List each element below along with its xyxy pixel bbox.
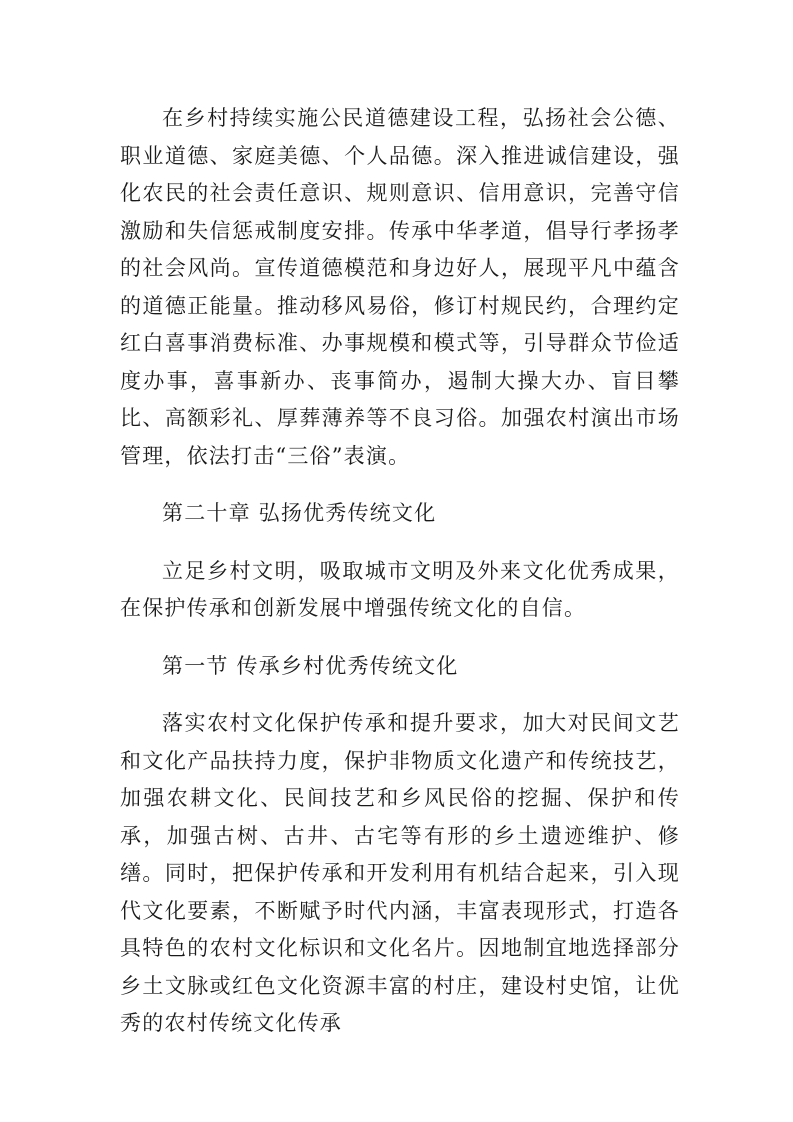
chapter-heading: 第二十章 弘扬优秀传统文化 bbox=[162, 501, 437, 525]
paragraph-chapter-intro: 立足乡村文明，吸取城市文明及外来文化优秀成果，在保护传承和创新发展中增强传统文化的自信。 bbox=[120, 558, 680, 620]
document-body bbox=[120, 100, 680, 1043]
paragraph-heritage: 落实农村文化保护传承和提升要求，加大对民间文艺和文化产品扶持力度，保护非物质文化遗产和传统技艺，加强农耕文化、民间技艺和乡风民俗的挖掘、保护和传承，加强古树、古井、古宅等有形的乡土遗迹维护、修缮。同时，把保护传承和开发利用有机结合起来，引入现代文化要素，不断赋予时代内涵，丰富表现形式，打造各具特色的农村文化标识和文化名片。因地制宜地选择部分乡土文脉或红色文化资源丰富的村庄，建设村史馆，让优秀的农村传统文化传承 bbox=[120, 711, 680, 1035]
paragraph-moral-construction: 在乡村持续实施公民道德建设工程，弘扬社会公德、职业道德、家庭美德、个人品德。深入推进诚信建设，强化农民的社会责任意识、规则意识、信用意识，完善守信激励和失信惩戒制度安排。传承中华孝道，倡导行孝扬孝的社会风尚。宣传道德模范和身边好人，展现平凡中蕴含的道德正能量。推动移风易俗，修订村规民约，合理约定红白喜事消费标准、办事规模和模式等，引导群众节俭适度办事，喜事新办、丧事简办，遏制大操大办、盲目攀比、高额彩礼、厚葬薄养等不良习俗。加强农村演出市场管理，依法打击“三俗”表演。 bbox=[120, 106, 680, 468]
section-heading: 第一节 传承乡村优秀传统文化 bbox=[162, 653, 459, 678]
